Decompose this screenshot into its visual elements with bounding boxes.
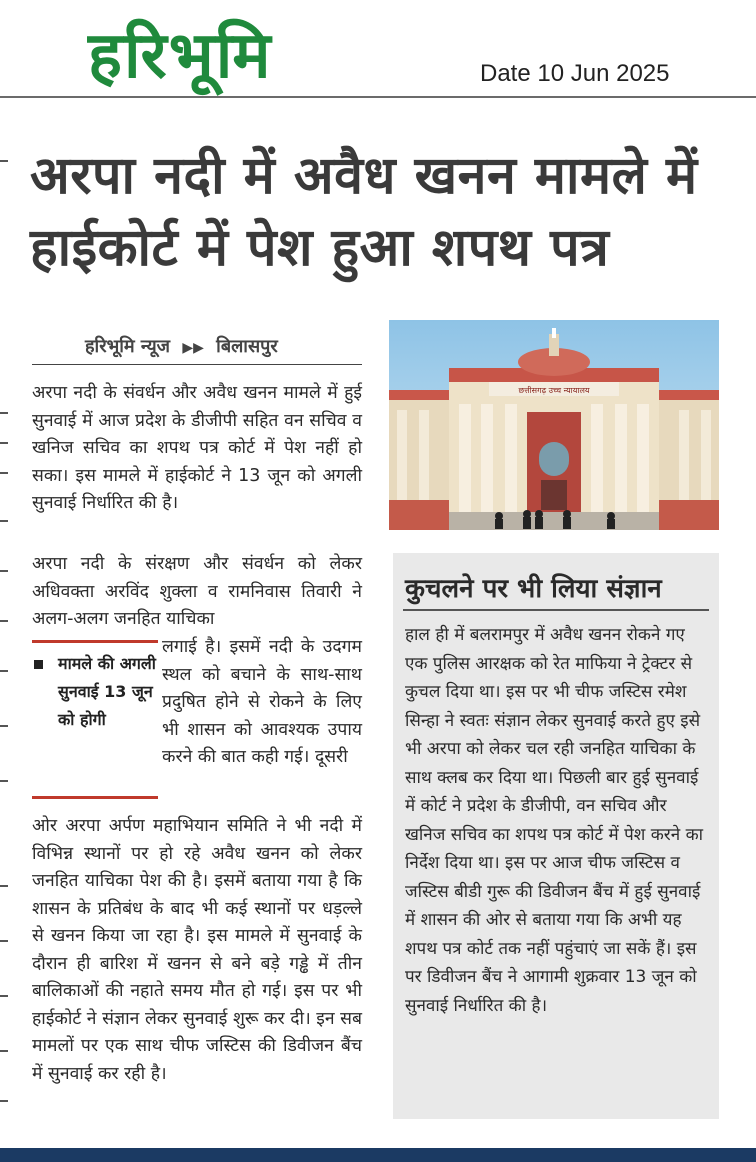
byline [85, 334, 278, 358]
byline-divider [32, 364, 362, 365]
article-paragraph-2-continued: लगाई है। इसमें नदी के उदगम स्थल को बचाने के साथ-साथ प्रदुषित होने से रोकने के लिए भी शासन को आवश्यक उपाय करने की बात कही गई। दूसरी [162, 637, 362, 767]
masthead-divider [0, 96, 756, 98]
pull-quote [32, 640, 158, 800]
court-sign-text: छत्तीसगढ़ उच्च न्यायालय [518, 386, 590, 395]
masthead [0, 0, 756, 98]
square-bullet-icon [34, 660, 43, 669]
pull-quote-text: मामले की अगली सुनवाई 13 जून को होगी [58, 654, 156, 729]
high-court-photo [389, 320, 719, 530]
article-paragraph-1: अरपा नदी के संवर्धन और अवैध खनन मामले में हुई सुनवाई में आज प्रदेश के डीजीपी सहित वन सचिव व खनिज सचिव का शपथ पत्र कोर्ट में पेश नहीं हो सका। इस मामले में हाईकोर्ट ने 13 जून को अगली सुनवाई निर्धारित की है। [32, 383, 362, 513]
newspaper-logo: हरिभूमि [88, 19, 273, 93]
bottom-bar [0, 1148, 756, 1162]
article-paragraph-2: अरपा नदी के संरक्षण और संवर्धन को लेकर अधिवक्ता अरविंद शुक्ला व रामनिवास तिवारी ने अलग-अलग जनहित याचिका [32, 554, 362, 629]
adjacent-column-edge [0, 150, 12, 1110]
byline-source: हरिभूमि न्यूज [85, 336, 171, 357]
pull-quote-top-rule [32, 640, 158, 643]
double-arrow-icon: ▶▶ [182, 340, 204, 356]
pull-quote-bottom-rule [32, 796, 158, 799]
sidebar-title-rule [403, 609, 709, 611]
sidebar-text: हाल ही में बलरामपुर में अवैध खनन रोकने गए एक पुलिस आरक्षक को रेत माफिया ने ट्रेक्टर से कुचल दिया था। इस पर भी चीफ जस्टिस रमेश सिन्हा ने स्वतः संज्ञान लेकर सुनवाई करते हुए इसे भी अरपा को लेकर चल रही जनहित याचिका के साथ क्लब कर दिया था। पिछली बार हुई सुनवाई में कोर्ट ने प्रदेश के डीजीपी, वन सचिव और खनिज सचिव का शपथ पत्र कोर्ट में पेश करने का निर्देश दिया था। इस पर आज चीफ जस्टिस व जस्टिस बीडी गुरू की डिवीजन बैंच में हुई सुनवाई में शासन की ओर से बताया गया कि अभी यह शपथ पत्र कोर्ट तक नहीं पहुंचाएं जा सकें हैं। इस पर डिवीजन बैंच ने आगामी शुक्रवार 13 जून को सुनवाई निर्धारित की है। [405, 625, 704, 1016]
byline-location: बिलासपुर [216, 336, 278, 357]
sidebar-box [393, 553, 719, 1119]
headline: अरपा नदी में अवैध खनन मामले में हाईकोर्ट में पेश हुआ शपथ पत्र [30, 146, 698, 278]
sidebar-title: कुचलने पर भी लिया संज्ञान [405, 574, 662, 604]
publication-date: Date 10 Jun 2025 [480, 60, 670, 87]
article-paragraph-3: ओर अरपा अर्पण महाभियान समिति ने भी नदी में विभिन्न स्थानों पर हो रहे अवैध खनन को लेकर जनहित याचिका पेश की है। इसमें बताया गया है कि शासन के प्रतिबंध के बाद भी कई स्थानों पर धड़ल्ले से खनन किया जा रहा है। इस मामले में सुनवाई के दौरान ही बारिश में खनन से बने बड़े गड्ढे में तीन बालिकाओं की नहाते समय मौत हो गई। इस पर भी हाईकोर्ट ने संज्ञान लेकर सुनवाई शुरू कर दी। इन सब मामलों पर एक साथ चीफ जस्टिस की डिवीजन बैंच में सुनवाई कर रही है। [32, 816, 362, 1084]
